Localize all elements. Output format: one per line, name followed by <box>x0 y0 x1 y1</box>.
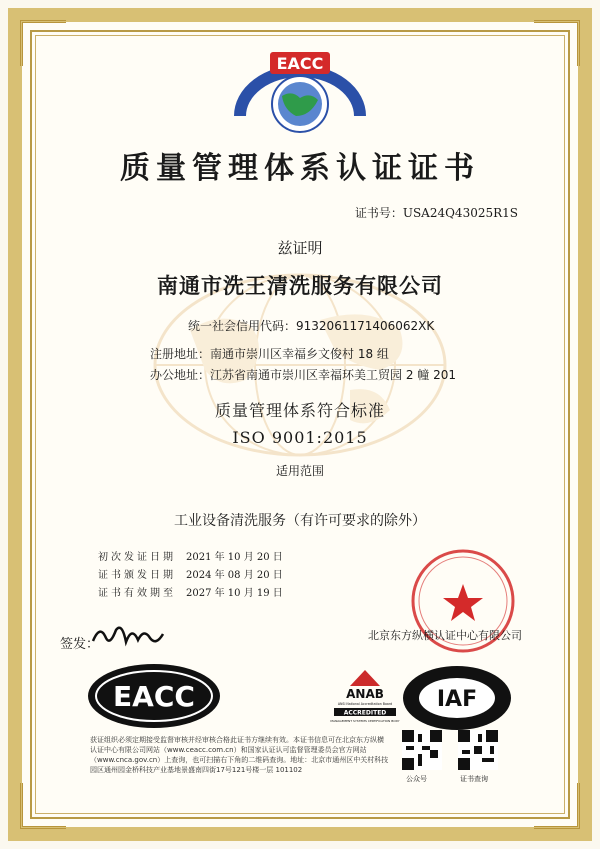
initial-issue-date: 初次发证日期 2021 年 10 月 20 日 <box>98 552 283 563</box>
svg-text:ACCREDITED: ACCREDITED <box>343 709 387 717</box>
expiry-date: 证书有效期至 2027 年 10 月 19 日 <box>98 588 283 599</box>
credit-code-value: 91320611714060​62XK <box>296 319 435 333</box>
svg-text:IAF: IAF <box>436 687 478 712</box>
cert-number-label: 证书号： <box>354 206 403 220</box>
corner-ornament <box>534 783 580 829</box>
qr-label-wechat: 公众号 <box>406 775 427 783</box>
iso-standard: ISO 9001:2015 <box>232 428 368 447</box>
certificate-number <box>355 204 518 221</box>
handwritten-signature <box>88 616 168 656</box>
office-address <box>150 366 456 383</box>
qr-code-icon[interactable] <box>458 730 498 770</box>
iaf-logo-icon <box>401 664 513 732</box>
corner-ornament <box>20 20 66 66</box>
corner-ornament <box>534 20 580 66</box>
svg-text:MANAGEMENT SYSTEMS CERTIFICATI: MANAGEMENT SYSTEMS CERTIFICATION BODY <box>330 719 400 723</box>
hereby-certify: 兹证明 <box>277 239 323 257</box>
qr-label-cert-query: 证书查询 <box>460 775 488 783</box>
credit-code-label: 统一社会信用代码： <box>188 319 297 333</box>
signature-label: 签发： <box>60 637 100 652</box>
company-name: 南通市洗王清洗服务有限公司 <box>157 274 443 298</box>
svg-text:ANAB: ANAB <box>346 687 384 701</box>
eacc-emblem-icon <box>230 46 370 136</box>
anab-logo-icon <box>330 668 400 730</box>
svg-text:EACC: EACC <box>113 680 195 713</box>
office-address-label: 办公地址： <box>150 368 211 382</box>
issue-date: 证书颁发日期 2024 年 08 月 20 日 <box>98 570 283 581</box>
registered-address-label: 注册地址： <box>150 347 211 361</box>
corner-ornament <box>20 783 66 829</box>
svg-text:EACC: EACC <box>276 54 324 73</box>
eacc-logo-icon <box>86 662 222 730</box>
registered-address-value: 南通市崇川区幸福乡文俊村 18 组 <box>210 347 389 361</box>
cert-number-value: USA24Q43025R1S <box>402 206 518 220</box>
certificate-title: 质量管理体系认证证书 <box>120 151 480 186</box>
scope-heading: 适用范围 <box>275 464 324 478</box>
registered-address <box>150 345 389 362</box>
scope-text: 工业设备清洗服务（有许可要求的除外） <box>174 513 426 529</box>
footer-notice: 获证组织必须定期接受监督审核并经审核合格此证书方继续有效。本证书信息可在北京东方纵横认证中心有限公司网站（www.ceacc.com.cn）和国家认证认可监督管理委员会官方网站（www.cnca.gov.cn）上查询，也可扫描右下角的二维码查询。地址：北京市通州区中关村科技园区通州园金桥科技产业基地景盛南四街17号121号楼一层 101102 <box>90 736 389 774</box>
date-list <box>98 549 283 603</box>
credit-code <box>188 317 434 334</box>
standard-statement: 质量管理体系符合标准 <box>214 401 385 420</box>
office-address-value: 江苏省南通市崇川区幸福环美工贸园 2 幢 201 <box>210 368 456 382</box>
qr-code-icon[interactable] <box>402 730 442 770</box>
svg-text:ANSI National Accreditation Bo: ANSI National Accreditation Board <box>337 702 393 706</box>
issuing-body: 北京东方纵横认证中心有限公司 <box>368 629 522 642</box>
